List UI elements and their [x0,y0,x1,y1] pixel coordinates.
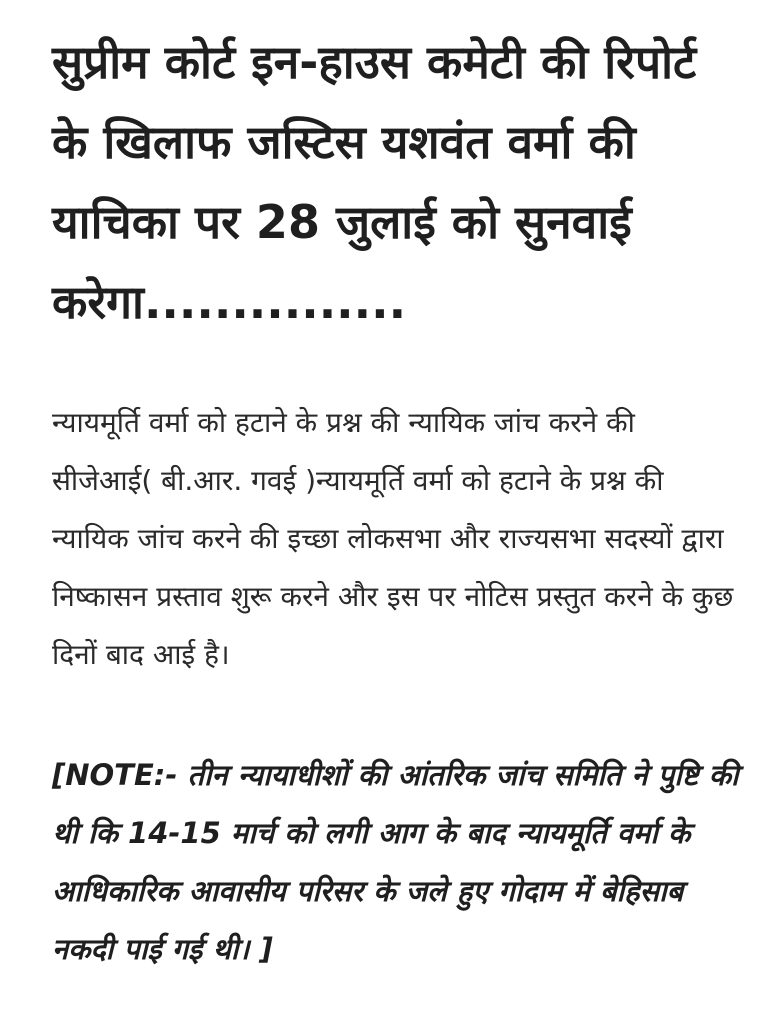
article-note: [NOTE:- तीन न्यायाधीशों की आंतरिक जांच समिति ने पुष्टि की थी कि 14-15 मार्च को लगी आग के बाद न्यायमूर्ति वर्मा के आधिकारिक आवासीय परिसर के जले हुए गोदाम में बेहिसाब नकदी पाई गई थी। ] [52,758,739,966]
article [52,22,742,978]
article-body-paragraph: न्यायमूर्ति वर्मा को हटाने के प्रश्न की न्यायिक जांच करने की सीजेआई( बी.आर. गवई )न्यायमूर्ति वर्मा को हटाने के प्रश्न की न्यायिक जांच करने की इच्छा लोकसभा और राज्यसभा सदस्यों द्वारा निष्कासन प्रस्ताव शुरू करने और इस पर नोटिस प्रस्तुत करने के कुछ दिनों बाद आई है। [52,406,734,671]
article-headline: सुप्रीम कोर्ट इन-हाउस कमेटी की रिपोर्ट के खिलाफ जस्टिस यशवंत वर्मा की याचिका पर 28 जुलाई को सुनवाई करेगा............... [52,35,697,329]
